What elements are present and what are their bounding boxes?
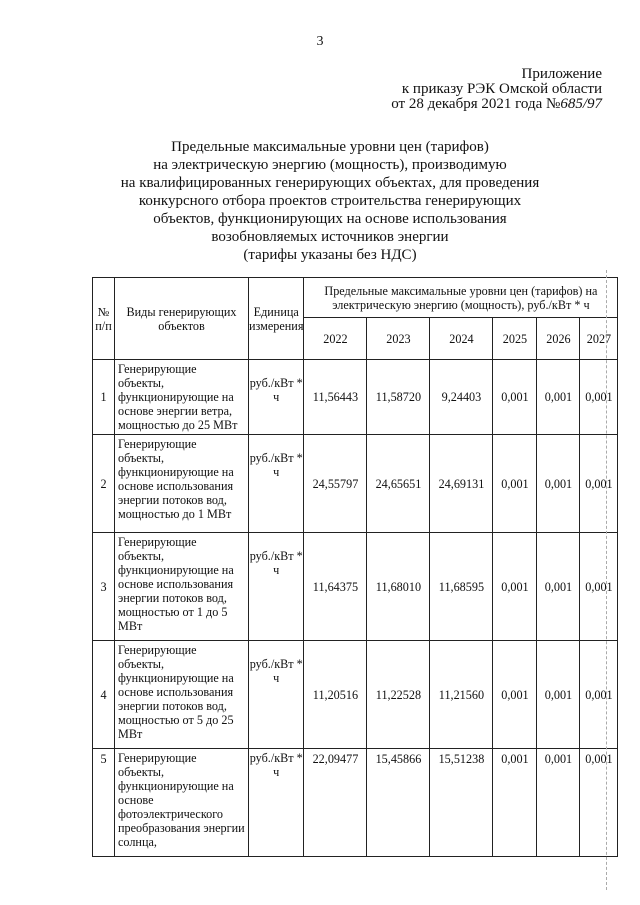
object-type-cell: Генерирующие объекты, функционирующие на основе фотоэлектрического преобразования энергии солнца,: [115, 749, 249, 857]
value-cell: 0,001: [580, 641, 618, 749]
table-row: [93, 435, 618, 533]
table-row: [93, 533, 618, 641]
value-cell: 11,64375: [304, 533, 367, 641]
document-title: [100, 138, 560, 264]
appendix-line-3: [391, 97, 602, 112]
title-line: Предельные максимальные уровни цен (тарифов): [171, 139, 489, 155]
value-cell: 0,001: [493, 360, 537, 435]
header-year: 2027: [580, 318, 618, 360]
value-cell: 24,65651: [367, 435, 430, 533]
value-cell: 9,24403: [430, 360, 493, 435]
value-cell: 11,68010: [367, 533, 430, 641]
handwritten-order-number: 685/97: [560, 96, 602, 112]
title-line: возобновляемых источников энергии: [211, 229, 449, 245]
row-number: 2: [93, 435, 115, 533]
tariff-table-container: [92, 277, 618, 857]
unit-cell: руб./кВт * ч: [249, 435, 304, 533]
unit-cell: руб./кВт * ч: [249, 360, 304, 435]
value-cell: 0,001: [580, 360, 618, 435]
unit-cell: руб./кВт * ч: [249, 533, 304, 641]
appendix-header: [391, 67, 602, 112]
row-number: 1: [93, 360, 115, 435]
value-cell: 24,55797: [304, 435, 367, 533]
row-number: 3: [93, 533, 115, 641]
unit-cell: руб./кВт * ч: [249, 641, 304, 749]
value-cell: 22,09477: [304, 749, 367, 857]
title-line: на квалифицированных генерирующих объектах, для проведения: [120, 175, 540, 191]
value-cell: 11,58720: [367, 360, 430, 435]
value-cell: 11,22528: [367, 641, 430, 749]
appendix-date: от 28 декабря 2021 года №: [391, 96, 561, 112]
row-number: 5: [93, 749, 115, 857]
table-row: [93, 641, 618, 749]
value-cell: 24,69131: [430, 435, 493, 533]
value-cell: 0,001: [580, 435, 618, 533]
object-type-cell: Генерирующие объекты, функционирующие на основе использования энергии потоков вод, мощностью до 1 МВт: [115, 435, 249, 533]
value-cell: 0,001: [493, 749, 537, 857]
value-cell: 0,001: [580, 533, 618, 641]
unit-cell: руб./кВт * ч: [249, 749, 304, 857]
value-cell: 0,001: [537, 641, 580, 749]
title-line: конкурсного отбора проектов строительства генерирующих: [138, 193, 522, 209]
title-line: (тарифы указаны без НДС): [243, 247, 417, 263]
appendix-line-1: Приложение: [521, 66, 602, 82]
value-cell: 0,001: [493, 533, 537, 641]
value-cell: 11,56443: [304, 360, 367, 435]
value-cell: 0,001: [537, 749, 580, 857]
object-type-cell: Генерирующие объекты, функционирующие на основе использования энергии потоков вод, мощностью от 1 до 5 МВт: [115, 533, 249, 641]
appendix-line-2: к приказу РЭК Омской области: [401, 81, 602, 97]
title-line: объектов, функционирующих на основе использования: [153, 211, 507, 227]
row-number: 4: [93, 641, 115, 749]
value-cell: 11,20516: [304, 641, 367, 749]
value-cell: 15,51238: [430, 749, 493, 857]
value-cell: 0,001: [493, 641, 537, 749]
title-line: на электрическую энергию (мощность), производимую: [153, 157, 507, 173]
table-row: [93, 749, 618, 857]
value-cell: 0,001: [537, 533, 580, 641]
table-row: [93, 360, 618, 435]
object-type-cell: Генерирующие объекты, функционирующие на основе использования энергии потоков вод, мощностью от 5 до 25 МВт: [115, 641, 249, 749]
value-cell: 11,68595: [430, 533, 493, 641]
page-number: 3: [316, 34, 324, 49]
header-year: 2022: [304, 318, 367, 360]
object-type-cell: Генерирующие объекты, функционирующие на основе энергии ветра, мощностью до 25 МВт: [115, 360, 249, 435]
tariff-table: [92, 277, 618, 857]
header-num: № п/п: [93, 278, 115, 360]
header-year: 2026: [537, 318, 580, 360]
value-cell: 0,001: [580, 749, 618, 857]
header-year: 2024: [430, 318, 493, 360]
header-object-type: Виды генерирующих объектов: [115, 278, 249, 360]
header-year: 2025: [493, 318, 537, 360]
header-unit: Единица измерения: [249, 278, 304, 360]
header-year: 2023: [367, 318, 430, 360]
value-cell: 15,45866: [367, 749, 430, 857]
value-cell: 0,001: [493, 435, 537, 533]
value-cell: 11,21560: [430, 641, 493, 749]
header-price-group: Предельные максимальные уровни цен (тарифов) на электрическую энергию (мощность), руб./кВт * ч: [304, 278, 618, 318]
value-cell: 0,001: [537, 360, 580, 435]
value-cell: 0,001: [537, 435, 580, 533]
scan-edge-line: [606, 270, 608, 890]
